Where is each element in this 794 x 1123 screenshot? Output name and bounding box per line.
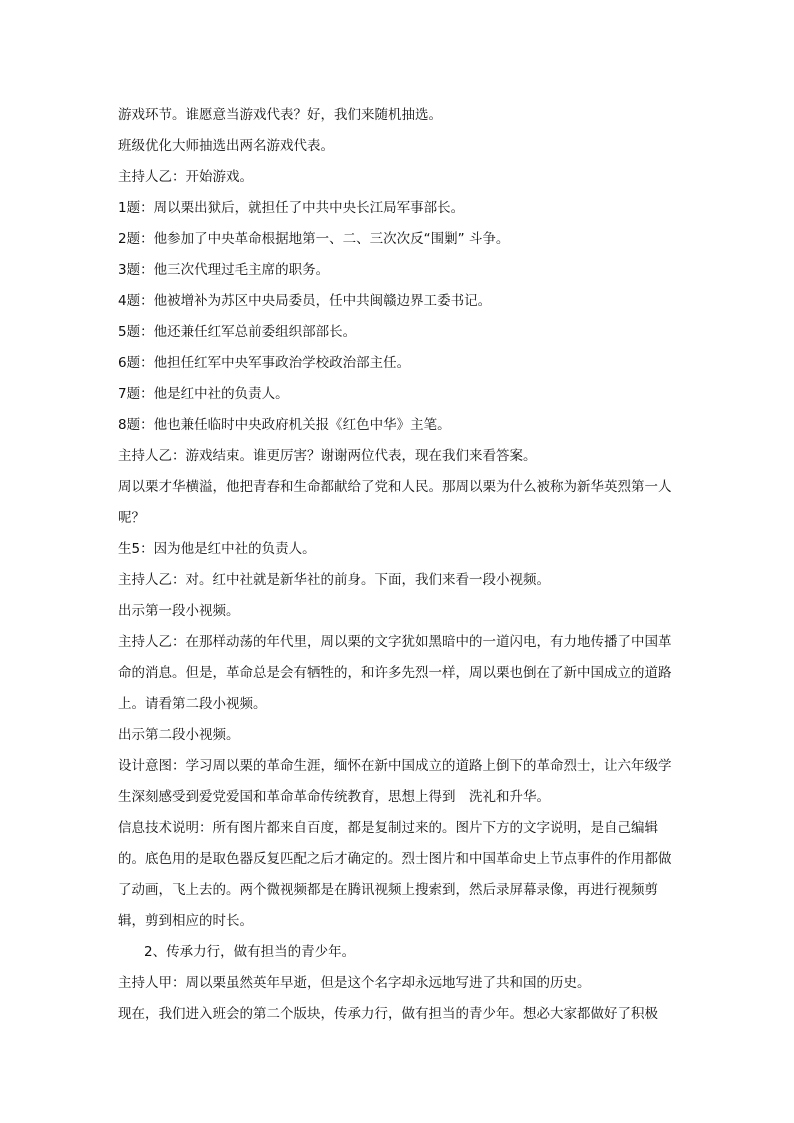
paragraph: 主持人乙：开始游戏。	[118, 169, 253, 185]
paragraph: 设计意图：学习周以栗的革命生涯，缅怀在新中国成立的道路上倒下的革命烈士，让六年级学生深刻感受到爱党爱国和革命革命传统教育，思想上得到 洗礼和升华。	[118, 758, 672, 805]
paragraph: 4题：他被增补为苏区中央局委员，任中共闽赣边界工委书记。	[118, 293, 492, 309]
section-heading: 2、传承力行，做有担当的青少年。	[144, 944, 356, 960]
paragraph: 5题：他还兼任红军总前委组织部部长。	[118, 324, 357, 340]
paragraph: 主持人甲：周以栗虽然英年早逝，但是这个名字却永远地写进了共和国的历史。	[118, 975, 591, 991]
paragraph: 6题：他担任红军中央军事政治学校政治部主任。	[118, 355, 411, 371]
document-body	[118, 100, 678, 1030]
paragraph: 游戏环节。谁愿意当游戏代表？好，我们来随机抽选。	[118, 107, 442, 123]
paragraph: 3题：他三次代理过毛主席的职务。	[118, 262, 330, 278]
paragraph: 7题：他是红中社的负责人。	[118, 386, 289, 402]
paragraph: 1题：周以栗出狱后，就担任了中共中央长江局军事部长。	[118, 200, 465, 216]
paragraph: 现在，我们进入班会的第二个版块，传承力行，做有担当的青少年。想必大家都做好了积极	[118, 1006, 658, 1022]
paragraph: 出示第一段小视频。	[118, 603, 240, 619]
paragraph: 出示第二段小视频。	[118, 727, 240, 743]
paragraph: 主持人乙：游戏结束。谁更厉害？谢谢两位代表，现在我们来看答案。	[118, 448, 537, 464]
paragraph: 班级优化大师抽选出两名游戏代表。	[118, 138, 334, 154]
paragraph: 生5：因为他是红中社的负责人。	[118, 541, 316, 557]
paragraph: 主持人乙：在那样动荡的年代里，周以栗的文字犹如黑暗中的一道闪电，有力地传播了中国革命的消息。但是，革命总是会有牺牲的，和许多先烈一样，周以栗也倒在了新中国成立的道路上。请看第二段小视频。	[118, 634, 672, 712]
paragraph: 信息技术说明：所有图片都来自百度，都是复制过来的。图片下方的文字说明，是自己编辑的。底色用的是取色器反复匹配之后才确定的。烈士图片和中国革命史上节点事件的作用都做了动画，飞上去的。两个微视频都是在腾讯视频上搜索到，然后录屏幕录像，再进行视频剪辑，剪到相应的时长。	[118, 820, 672, 929]
paragraph: 主持人乙：对。红中社就是新华社的前身。下面，我们来看一段小视频。	[118, 572, 550, 588]
paragraph: 8题：他也兼任临时中央政府机关报《红色中华》主笔。	[118, 417, 451, 433]
paragraph: 2题：他参加了中央革命根据地第一、二、三次次反“围剿” 斗争。	[118, 231, 510, 247]
paragraph: 周以栗才华横溢，他把青春和生命都献给了党和人民。那周以栗为什么被称为新华英烈第一人呢？	[118, 479, 672, 526]
